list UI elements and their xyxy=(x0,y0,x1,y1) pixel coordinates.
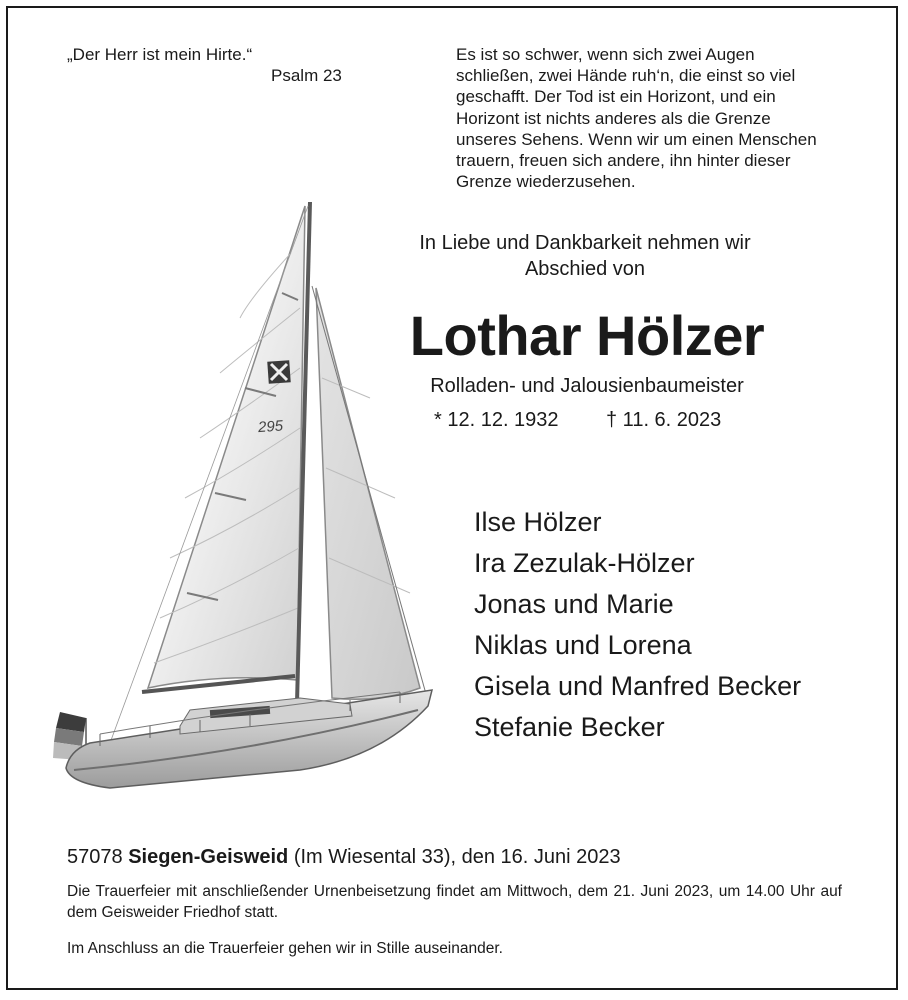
birth-date: * 12. 12. 1932 xyxy=(434,409,559,431)
mourner-name: Jonas und Marie xyxy=(474,589,674,619)
place-date-line xyxy=(67,844,621,870)
deceased-name: Lothar Hölzer xyxy=(409,304,765,367)
mourner-name: Ilse Hölzer xyxy=(474,507,602,537)
sailboat-image xyxy=(50,198,435,796)
sail-number: 295 xyxy=(257,417,284,437)
intro-text: In Liebe und Dankbarkeit nehmen wir Abschied von xyxy=(419,232,751,280)
death-date: † 11. 6. 2023 xyxy=(606,409,722,431)
bible-quote-source: Psalm 23 xyxy=(271,66,342,85)
bible-quote: „Der Herr ist mein Hirte.“ xyxy=(67,45,253,64)
city: Siegen-Geisweid xyxy=(128,846,289,868)
deceased-profession: Rolladen- und Jalousienbaumeister xyxy=(430,375,744,397)
mourner-name: Stefanie Becker xyxy=(474,712,665,742)
postcode: 57078 xyxy=(67,846,123,868)
mourners-list xyxy=(474,502,801,748)
mourner-name: Ira Zezulak-Hölzer xyxy=(474,548,695,578)
funeral-service-notice: Die Trauerfeier mit anschließender Urnenbeisetzung findet am Mittwoch, dem 21. Juni 2023, um 14.00 Uhr auf dem Geisweider Friedhof statt. xyxy=(67,883,842,921)
poem-text: Es ist so schwer, wenn sich zwei Augen schließen, zwei Hände ruh‘n, die einst so viel geschafft. Der Tod ist ein Horizont, und ein Horizont ist nichts anderes als die Grenze unseres Sehens. Wenn wir um einen Menschen trauern, freuen sich andere, ihn hinter dieser Grenze wiederzusehen. xyxy=(456,45,817,192)
address-date: (Im Wiesental 33), den 16. Juni 2023 xyxy=(293,846,621,868)
mourner-name: Gisela und Manfred Becker xyxy=(474,671,802,701)
closing-notice: Im Anschluss an die Trauerfeier gehen wir in Stille auseinander. xyxy=(67,940,503,957)
mourner-name: Niklas und Lorena xyxy=(474,630,692,660)
